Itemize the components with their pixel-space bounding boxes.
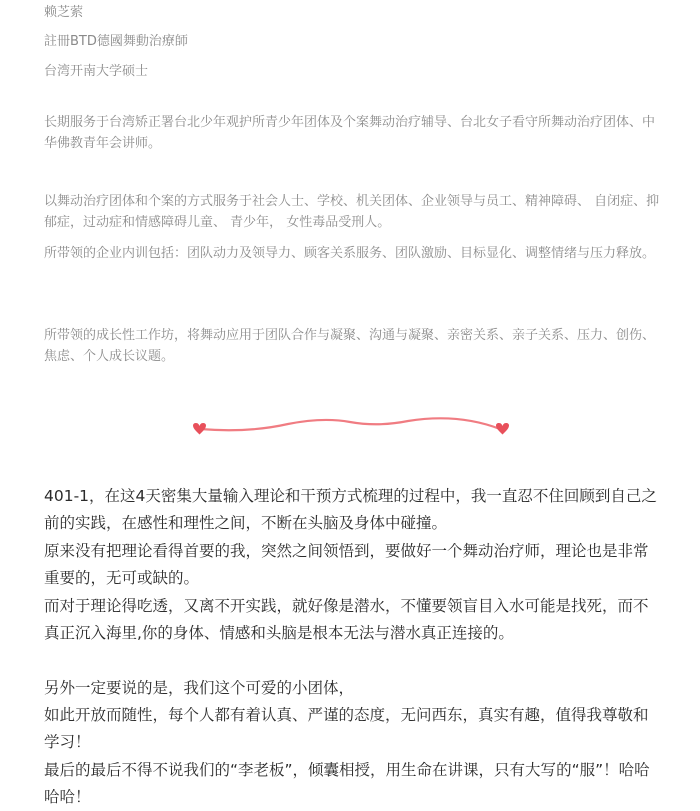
reflection-paragraph-theory: 401-1，在这4天密集大量输入理论和干预方式梳理的过程中，我一直忍不住回顾到自己之前的实践，在感性和理性之间，不断在头脑及身体中碰撞。 <box>44 487 657 532</box>
reflection-paragraph-teacher: 最后的最后不得不说我们的“李老板”，倾囊相授，用生命在讲课，只有大写的“服”！哈哈哈哈！ <box>44 761 650 806</box>
reflection-paragraph-group: 另外一定要说的是，我们这个可爱的小团体， <box>44 679 355 697</box>
author-name: 赖芝萦 <box>44 5 84 20</box>
reflection-paragraph-diving: 而对于理论得吃透，又离不开实践，就好像是潜水，不懂要领盲目入水可能是找死，而不真正沉入海里,你的身体、情感和头脑是根本无法与潜水真正连接的。 <box>44 597 649 642</box>
right-heart-icon <box>496 423 509 435</box>
intro-paragraph-service: 长期服务于台湾矫正署台北少年观护所青少年团体及个案舞动治疗辅导、台北女子看守所舞动治疗团体、中华佛教青年会讲师。 <box>44 115 656 151</box>
author-title: 註冊BTD德國舞動治療師 <box>44 34 188 49</box>
reflection-paragraph-realization: 原来没有把理论看得首要的我，突然之间领悟到，要做好一个舞动治疗师，理论也是非常重要的，无可或缺的。 <box>44 542 649 587</box>
heart-wave-divider <box>188 405 513 451</box>
intro-paragraph-clients: 以舞动治疗团体和个案的方式服务于社会人士、学校、机关团体、企业领导与员工、精神障碍、 自闭症、抑郁症，过动症和情感障碍儿童、 青少年， 女性毒品受刑人。 <box>44 194 660 230</box>
intro-paragraph-workshops: 所带领的成长性工作坊，将舞动应用于团队合作与凝聚、沟通与凝聚、亲密关系、亲子关系、压力、创伤、焦虑、个人成长议题。 <box>44 328 656 364</box>
left-heart-icon <box>193 423 206 435</box>
intro-paragraph-training: 所带领的企业内训包括：团队动力及领导力、顾客关系服务、团队激励、目标显化、调整情绪与压力释放。 <box>44 246 656 261</box>
wave-line <box>200 418 500 430</box>
author-school: 台湾开南大学硕士 <box>44 64 149 79</box>
reflection-paragraph-openness: 如此开放而随性，每个人都有着认真、严谨的态度，无问西东，真实有趣，值得我尊敬和学习！ <box>44 706 649 751</box>
